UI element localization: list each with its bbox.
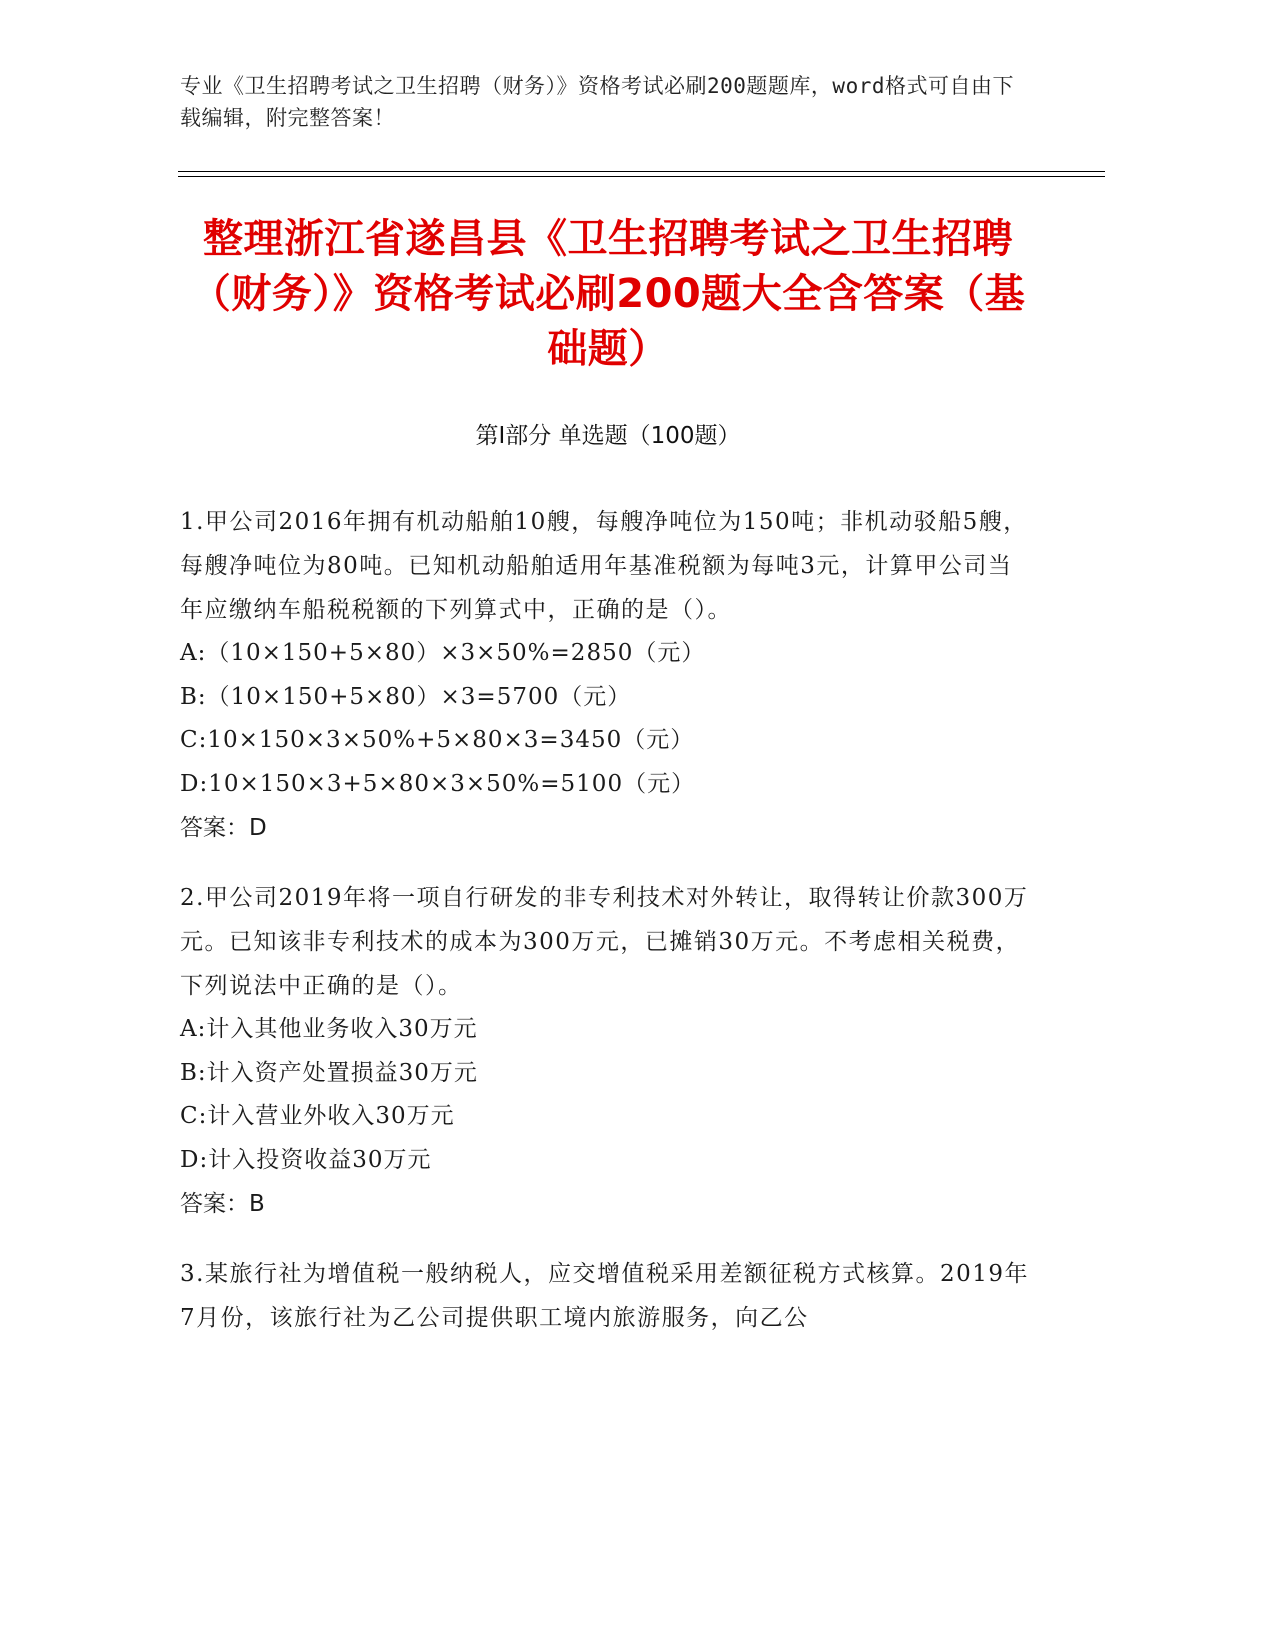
option-c: C:计入营业外收入30万元 xyxy=(180,1103,455,1129)
question-stem: 3.某旅行社为增值税一般纳税人，应交增值税采用差额征税方式核算。2019年7月份，该旅行社为乙公司提供职工境内旅游服务，向乙公 xyxy=(180,1261,1029,1331)
option-a: A:计入其他业务收入30万元 xyxy=(180,1016,478,1042)
question-stem: 1.甲公司2016年拥有机动船舶10艘，每艘净吨位为150吨；非机动驳船5艘，每艘净吨位为80吨。已知机动船舶适用年基准税额为每吨3元，计算甲公司当年应缴纳车船税税额的下列算式中，正确的是（）。 xyxy=(180,509,1028,623)
document-title: 整理浙江省遂昌县《卫生招聘考试之卫生招聘（财务）》资格考试必刷200题大全含答案（基础题） xyxy=(190,216,1026,372)
section-title: 第Ⅰ部分 单选题（100题） xyxy=(475,423,741,449)
header-divider-top xyxy=(178,171,1105,172)
header-divider-bottom xyxy=(178,176,1105,177)
option-d: D:10×150×3+5×80×3×50%=5100（元） xyxy=(180,770,696,797)
answer: 答案：B xyxy=(180,1191,265,1217)
question-list xyxy=(180,500,1030,1366)
question-1 xyxy=(180,500,1030,850)
question-stem: 2.甲公司2019年将一项自行研发的非专利技术对外转让，取得转让价款300万元。已知该非专利技术的成本为300万元，已摊销30万元。不考虑相关税费，下列说法中正确的是（）。 xyxy=(180,885,1029,999)
question-3 xyxy=(180,1252,1030,1340)
option-b: B:（10×150+5×80）×3=5700（元） xyxy=(180,683,632,710)
header-note: 专业《卫生招聘考试之卫生招聘（财务）》资格考试必刷200题题库，word格式可自由下载编辑，附完整答案！ xyxy=(180,74,1014,130)
question-2 xyxy=(180,876,1030,1226)
option-b: B:计入资产处置损益30万元 xyxy=(180,1059,478,1086)
answer: 答案：D xyxy=(180,815,267,841)
option-c: C:10×150×3×50%+5×80×3=3450（元） xyxy=(180,727,695,753)
option-d: D:计入投资收益30万元 xyxy=(180,1146,432,1173)
option-a: A:（10×150+5×80）×3×50%=2850（元） xyxy=(180,640,706,666)
